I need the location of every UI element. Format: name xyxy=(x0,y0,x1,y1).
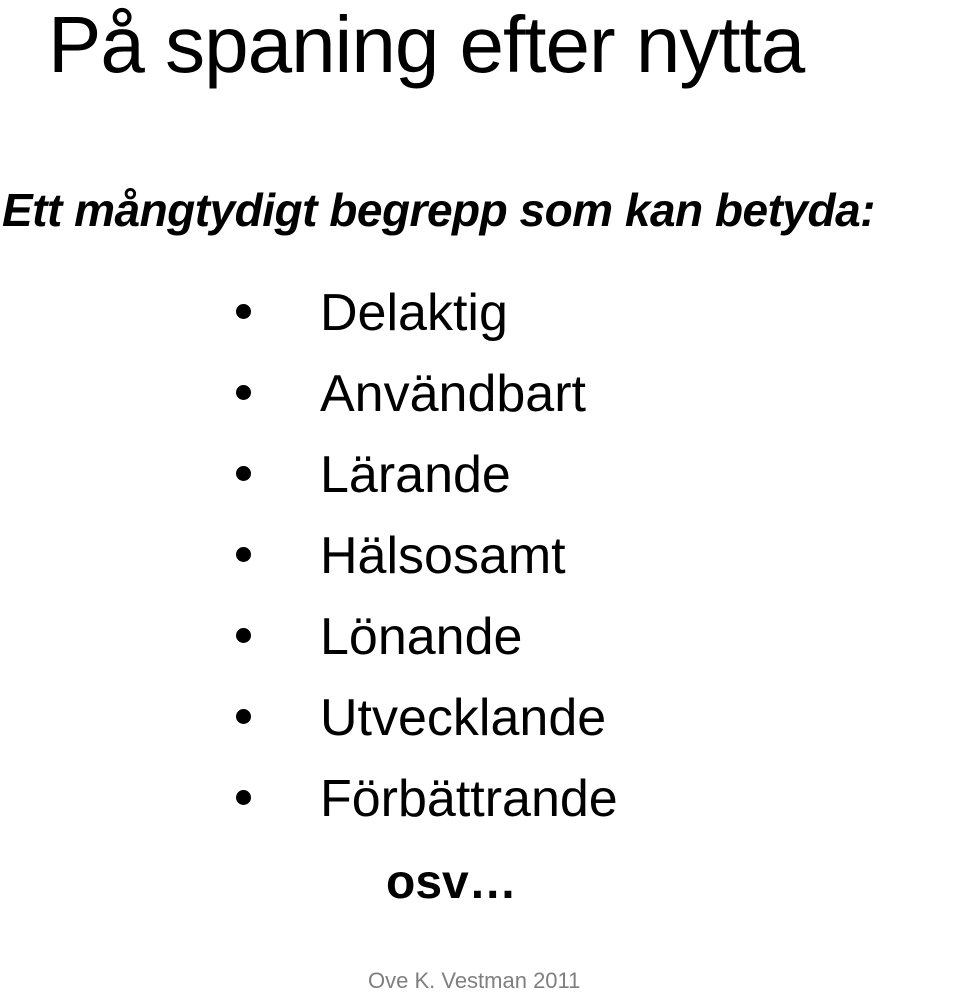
bullet-icon xyxy=(236,466,251,481)
footer-credit: Ove K. Vestman 2011 xyxy=(368,968,581,993)
bullet-icon xyxy=(236,709,251,724)
bullet-icon xyxy=(236,547,251,562)
etc-text: osv… xyxy=(386,856,517,909)
bullet-icon xyxy=(236,790,251,805)
slide-subtitle: Ett mångtydigt begrepp som kan betyda: xyxy=(2,184,875,236)
list-item xyxy=(0,363,960,444)
bullet-icon xyxy=(236,385,251,400)
bullet-text: Lönande xyxy=(320,608,523,666)
bullet-text: Användbart xyxy=(320,365,586,423)
list-item xyxy=(0,606,960,687)
list-item xyxy=(0,444,960,525)
list-item xyxy=(0,282,960,363)
bullet-list xyxy=(0,282,960,849)
slide-title: På spaning efter nytta xyxy=(48,0,805,89)
list-item xyxy=(0,687,960,768)
bullet-icon xyxy=(236,628,251,643)
bullet-text: Utvecklande xyxy=(320,689,607,747)
bullet-text: Lärande xyxy=(320,446,511,504)
bullet-icon xyxy=(236,304,251,319)
bullet-text: Förbättrande xyxy=(320,770,618,828)
list-item xyxy=(0,525,960,606)
list-item xyxy=(0,768,960,849)
bullet-text: Hälsosamt xyxy=(320,527,566,585)
bullet-text: Delaktig xyxy=(320,284,508,342)
